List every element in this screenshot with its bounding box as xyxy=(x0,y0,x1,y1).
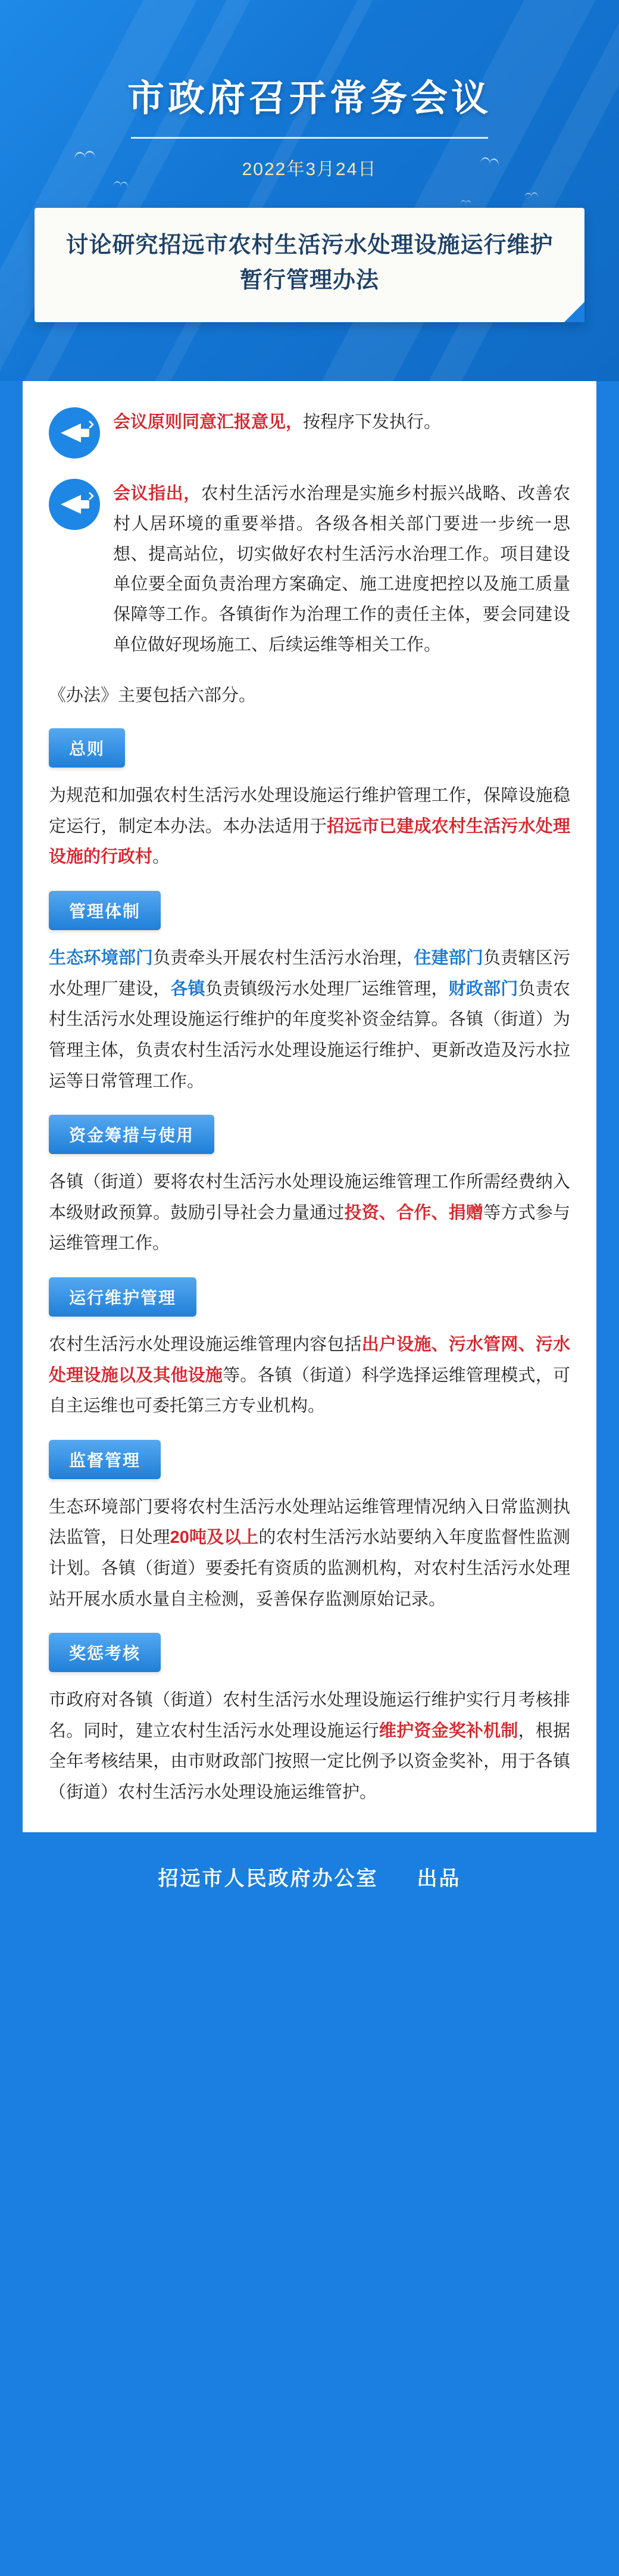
poster-body xyxy=(23,381,596,1832)
section-emphasis: 财政部门 xyxy=(448,979,518,999)
lead-paragraph: 《办法》主要包括六部分。 xyxy=(49,685,257,705)
section-text: 市政府对各镇（街道）农村生活污水处理设施运行维护实行月考核排名。同时，建立农村生活污水处理设施运行 xyxy=(49,1691,570,1741)
corner-fold-decoration xyxy=(564,302,584,322)
section-body xyxy=(49,943,570,1097)
section-emphasis: 住建部门 xyxy=(414,949,484,968)
section-label: 运行维护管理 xyxy=(49,1277,196,1317)
bird-icon xyxy=(524,192,539,200)
section-emphasis: 出户设施、污水管网、污水处理设施以及其他设施 xyxy=(49,1334,570,1385)
section xyxy=(49,1440,570,1615)
section-text: 负责牵头开展农村生活污水治理， xyxy=(153,949,414,968)
intro-row xyxy=(49,479,570,660)
section-emphasis: 维护资金奖补机制 xyxy=(379,1721,518,1741)
section-body xyxy=(49,1492,570,1615)
section-label: 管理体制 xyxy=(49,891,161,930)
section xyxy=(49,728,570,873)
intro-body: 农村生活污水治理是实施乡村振兴战略、改善农村人居环境的重要举措。各级各相关部门要进一步统一思想、提高站位，切实做好农村生活污水治理工作。项目建设单位要全面负责治理方案确定、施工进度把控以及施工质量保障等工作。各镇街作为治理工作的责任主体，要会同建设单位做好现场施工、后续运维等相关工作。 xyxy=(113,484,570,654)
poster-header xyxy=(0,0,619,381)
section-text: 负责辖区污水处理厂建设， xyxy=(49,949,570,999)
intro-highlight: 会议原则同意汇报意见， xyxy=(113,413,304,432)
section-emphasis: 各镇 xyxy=(170,979,205,999)
section-body xyxy=(49,1685,570,1808)
megaphone-icon xyxy=(49,407,100,459)
section-text: 等。各镇（街道）科学选择运维管理模式，可自主运维也可委托第三方专业机构。 xyxy=(49,1365,570,1416)
section-text: 农村生活污水处理设施运维管理内容包括 xyxy=(49,1334,362,1354)
section-emphasis: 生态环境部门 xyxy=(49,949,154,968)
footer-text xyxy=(158,1862,461,1891)
footer-org: 招远市人民政府办公室 xyxy=(158,1867,379,1891)
section-label: 总则 xyxy=(49,728,125,768)
section-label: 资金筹措与使用 xyxy=(49,1115,214,1154)
intro-paragraphs xyxy=(49,407,570,660)
section-label: 奖惩考核 xyxy=(49,1633,161,1672)
section-body xyxy=(49,1167,570,1259)
section-text: 为规范和加强农村生活污水处理设施运行维护管理工作，保障设施稳定运行，制定本办法。本办法适用于 xyxy=(49,786,570,836)
section-emphasis: 招远市已建成农村生活污水处理设施的行政村 xyxy=(49,816,570,867)
page-title: 市政府召开常务会议 xyxy=(127,78,492,119)
section-text: 的农村生活污水站要纳入年度监督性监测计划。各镇（街道）要委托有资质的监测机构，对农村生活污水处理站开展水质水量自主检测，妥善保存监测原始记录。 xyxy=(49,1528,570,1609)
section-emphasis: 投资、合作、捐赠 xyxy=(344,1203,484,1222)
intro-paragraph xyxy=(113,479,570,660)
section-body xyxy=(49,1330,570,1422)
bird-icon xyxy=(461,200,472,205)
section-text: 。 xyxy=(152,847,170,867)
sections-list xyxy=(49,728,570,1808)
section-text: ，根据全年考核结果，由市财政部门按照一定比例予以资金奖补，用于各镇（街道）农村生活污水处理设施运维管护。 xyxy=(49,1721,570,1802)
section xyxy=(49,1633,570,1808)
intro-paragraph xyxy=(113,407,570,438)
megaphone-icon xyxy=(49,479,100,530)
bird-icon xyxy=(113,181,129,189)
intro-row xyxy=(49,407,570,459)
intro-body: 按程序下发执行。 xyxy=(303,413,442,432)
section xyxy=(49,891,570,1097)
intro-highlight: 会议指出， xyxy=(113,484,201,503)
subtitle-card xyxy=(35,208,584,322)
section-emphasis: 20吨及以上 xyxy=(170,1528,259,1548)
section-label: 监督管理 xyxy=(49,1440,161,1479)
section xyxy=(49,1277,570,1422)
title-divider xyxy=(131,137,488,139)
section-text: 负责镇级污水处理厂运维管理， xyxy=(205,979,449,999)
poster-footer xyxy=(0,1832,619,1922)
section-body xyxy=(49,781,570,873)
section-text: 负责农村生活污水处理设施运行维护的年度奖补资金结算。各镇（街道）为管理主体，负责农村生活污水处理设施运行维护、更新改造及污水拉运等日常管理工作。 xyxy=(49,979,570,1091)
subtitle-text: 讨论研究招远市农村生活污水处理设施运行维护暂行管理办法 xyxy=(65,233,554,293)
section xyxy=(49,1115,570,1259)
section-text: 等方式参与运维管理工作。 xyxy=(49,1203,570,1253)
meeting-date: 2022年3月24日 xyxy=(242,160,377,179)
footer-suffix: 出品 xyxy=(417,1867,461,1891)
section-text: 各镇（街道）要将农村生活污水处理设施运维管理工作所需经费纳入本级财政预算。鼓励引导社会力量通过 xyxy=(49,1172,570,1222)
section-text: 生态环境部门要将农村生活污水处理站运维管理情况纳入日常监测执法监管，日处理 xyxy=(49,1497,570,1548)
